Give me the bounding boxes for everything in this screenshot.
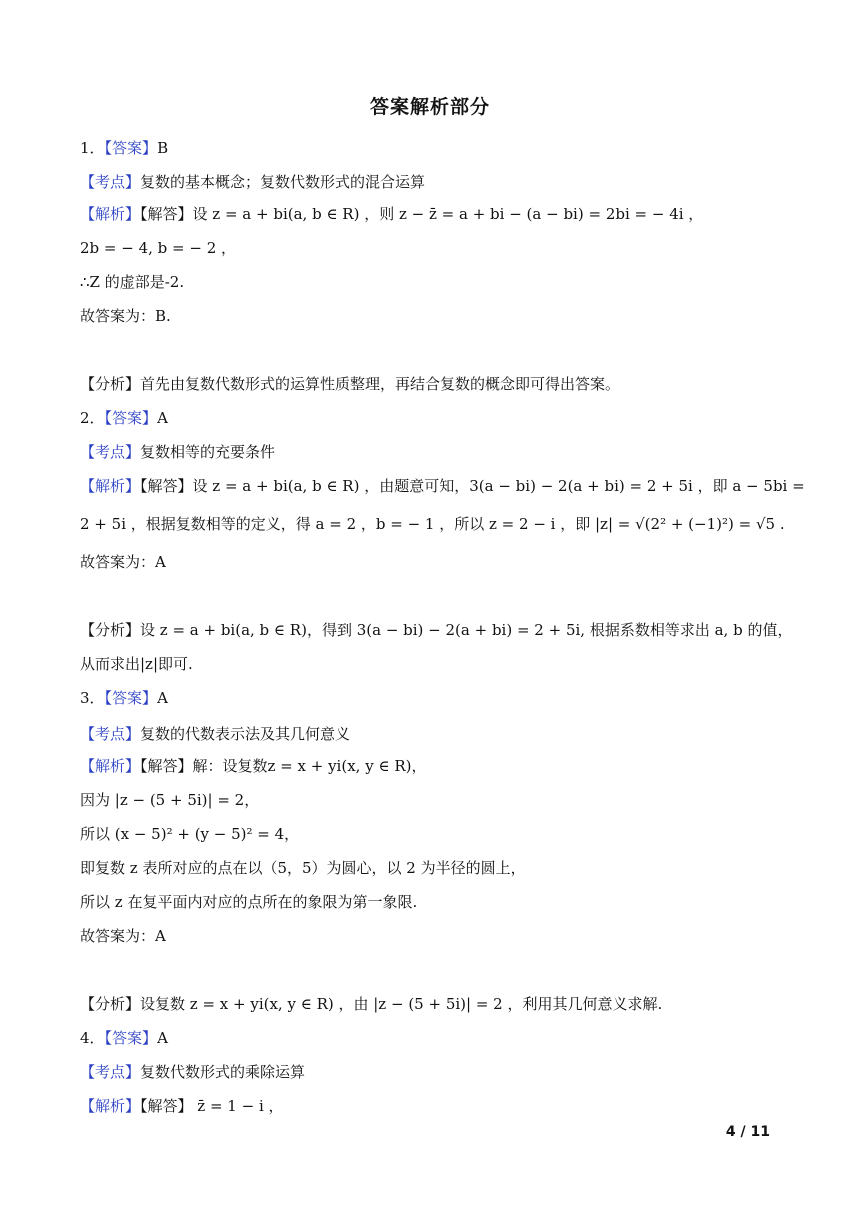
text-line: [80, 374, 780, 394]
line-text: 复数的代数表示法及其几何意义: [140, 725, 351, 743]
text-line: [80, 724, 780, 744]
text-line: [80, 1028, 780, 1048]
text-line: [80, 654, 780, 674]
section-label: 【考点】: [80, 1063, 141, 1081]
section-label: 【解析】: [80, 757, 141, 775]
text-line: [80, 1096, 780, 1116]
line-text: B: [157, 139, 169, 157]
line-text: 【解答】设 z = a + bi(a, b ∈ R) ，由题意可知，3(a − bi) − 2(a + bi) = 2 + 5i ，即 a − 5bi =: [140, 477, 805, 495]
section-label: 【考点】: [80, 443, 141, 461]
text-line: [80, 138, 780, 158]
text-line: [80, 238, 780, 258]
text-line: [80, 552, 780, 572]
text-line: [80, 408, 780, 428]
text-line: [80, 272, 780, 292]
section-label: 【考点】: [80, 173, 141, 191]
text-line: [80, 172, 780, 192]
line-text: 复数相等的充要条件: [140, 443, 276, 461]
line-text: 故答案为：B.: [80, 307, 171, 325]
line-text: 复数代数形式的乘除运算: [140, 1063, 306, 1081]
text-line: [80, 790, 780, 810]
line-text: A: [157, 1029, 168, 1047]
question-number-tag: 1．【答案】: [80, 139, 158, 157]
line-text: ∴Z 的虚部是-2.: [80, 273, 185, 291]
text-line: [80, 824, 780, 844]
section-label: 【解析】: [80, 1097, 141, 1115]
text-line: [80, 476, 805, 496]
question-number-tag: 3．【答案】: [80, 689, 158, 707]
text-line: [80, 306, 780, 326]
text-line: [80, 858, 780, 878]
line-text: 所以 z 在复平面内对应的点所在的象限为第一象限.: [80, 893, 418, 911]
text-line: [80, 1062, 780, 1082]
line-text: 【解答】 z̄ = 1 − i ，: [140, 1097, 284, 1115]
line-text: 所以 (x − 5)² + (y − 5)² = 4，: [80, 825, 300, 843]
question-number-tag: 4．【答案】: [80, 1029, 158, 1047]
text-line: [80, 620, 793, 640]
page-title: 答案解析部分: [369, 96, 490, 118]
line-text: 2b = − 4, b = − 2 ，: [80, 239, 237, 257]
line-text: 【分析】设复数 z = x + yi(x, y ∈ R) ，由 |z − (5 + 5i)| = 2 ，利用其几何意义求解.: [80, 995, 663, 1013]
line-text: 因为 |z − (5 + 5i)| = 2，: [80, 791, 260, 809]
section-label: 【考点】: [80, 725, 141, 743]
line-text: A: [157, 409, 168, 427]
line-text: 【分析】首先由复数代数形式的运算性质整理，再结合复数的概念即可得出答案。: [80, 375, 621, 393]
text-line: [80, 688, 780, 708]
text-line: [80, 514, 785, 534]
line-text: 故答案为：A: [80, 927, 166, 945]
line-text: 复数的基本概念；复数代数形式的混合运算: [140, 173, 426, 191]
line-text: 2 + 5i ，根据复数相等的定义，得 a = 2 ，b = − 1 ，所以 z = 2 − i ，即 |z| = √(2² + (−1)²) = √5 .: [80, 515, 785, 533]
line-text: 故答案为：A: [80, 553, 166, 571]
page-number: 4 / 11: [725, 1124, 770, 1140]
text-line: [80, 204, 780, 224]
section-label: 【解析】: [80, 477, 141, 495]
text-line: [80, 442, 780, 462]
text-line: [80, 756, 780, 776]
text-line: [80, 926, 780, 946]
line-text: 【分析】设 z = a + bi(a, b ∈ R)，得到 3(a − bi) − 2(a + bi) = 2 + 5i, 根据系数相等求出 a, b 的值，: [80, 621, 793, 639]
line-text: A: [157, 689, 168, 707]
text-line: [80, 994, 780, 1014]
section-label: 【解析】: [80, 205, 141, 223]
line-text: 【解答】设 z = a + bi(a, b ∈ R) ，则 z − z̄ = a + bi − (a − bi) = 2bi = − 4i ，: [140, 205, 704, 223]
line-text: 【解答】解：设复数z = x + yi(x, y ∈ R)，: [140, 757, 427, 775]
line-text: 即复数 z 表所对应的点在以（5，5）为圆心，以 2 为半径的圆上，: [80, 859, 526, 877]
text-line: [80, 892, 780, 912]
line-text: 从而求出|z|即可.: [80, 655, 193, 673]
question-number-tag: 2．【答案】: [80, 409, 158, 427]
